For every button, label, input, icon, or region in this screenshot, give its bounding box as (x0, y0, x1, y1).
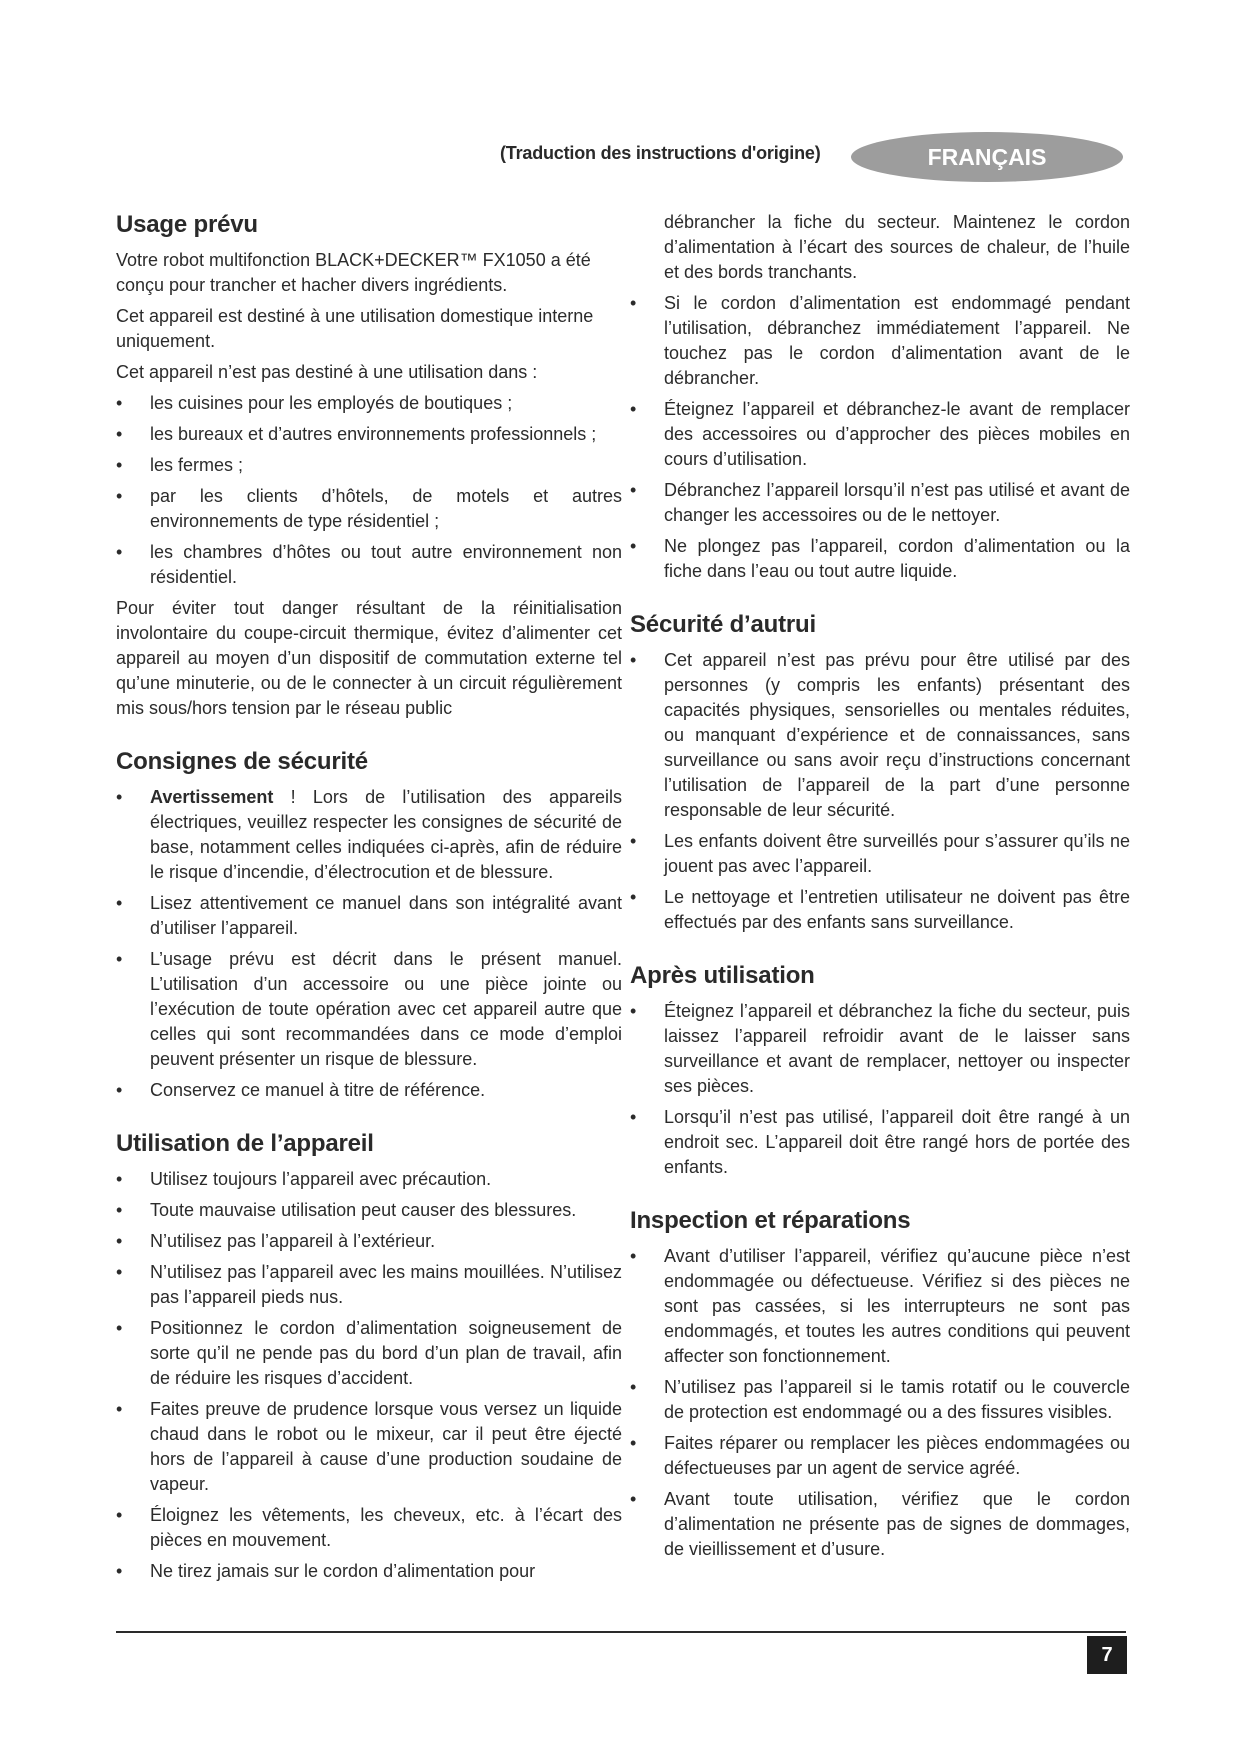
list-item: • Avant d’utiliser l’appareil, vérifiez qu’aucune pièce n’est endommagée ou défectueuse. Vérifiez si des pièces ne sont pas cassées, si les interrupteurs ne sont pas endommagés, et toutes les autres conditions qui peuvent affecter son fonctionnement. (630, 1246, 1130, 1366)
list-item: • les cuisines pour les employés de boutiques ; (116, 393, 513, 413)
after-list (630, 999, 1130, 1180)
use-title: Utilisation de l’appareil (116, 1130, 374, 1157)
list-item: • L’usage prévu est décrit dans le présent manuel. L’utilisation d’un accessoire ou une pièce jointe ou l’exécution de toute opération avec cet appareil autre que celles qui sont recommandées dans ce mode d’emploi peuvent présenter un risque de blessure. (116, 949, 622, 1069)
usage-title: Usage prévu (116, 211, 258, 238)
list-item: • Utilisez toujours l’appareil avec précaution. (116, 1169, 492, 1189)
inspection-list (630, 1244, 1130, 1562)
section-safety (116, 747, 622, 1103)
list-item: • N’utilisez pas l’appareil à l’extérieur. (116, 1231, 436, 1251)
page-number: 7 (1087, 1636, 1127, 1674)
continued-paragraph: débrancher la fiche du secteur. Maintenez le cordon d’alimentation à l’écart des sources de chaleur, de l’huile et des bords tranchants. (664, 212, 1130, 282)
list-item: • par les clients d’hôtels, de motels et autres environnements de type résidentiel ; (116, 486, 622, 531)
section-inspection (630, 1206, 1130, 1562)
list-item: • Éteignez l’appareil et débranchez la fiche du secteur, puis laissez l’appareil refroidir avant de le laisser sans surveillance et avant de remplacer, nettoyer ou inspecter ses pièces. (630, 1001, 1130, 1096)
section-use (116, 1129, 622, 1584)
list-item: • Lisez attentivement ce manuel dans son intégralité avant d’utiliser l’appareil. (116, 893, 622, 938)
safety-list (116, 785, 622, 1103)
left-column (116, 210, 622, 1610)
list-item: • N’utilisez pas l’appareil avec les mains mouillées. N’utilisez pas l’appareil pieds nus. (116, 1262, 622, 1307)
list-item: • Ne tirez jamais sur le cordon d’alimentation pour (116, 1561, 536, 1581)
list-item: • Les enfants doivent être surveillés pour s’assurer qu’ils ne jouent pas avec l’appareil. (630, 831, 1130, 876)
list-item: • Conservez ce manuel à titre de référence. (116, 1080, 486, 1100)
section-others (630, 610, 1130, 935)
list-item: • Éloignez les vêtements, les cheveux, etc. à l’écart des pièces en mouvement. (116, 1505, 622, 1550)
list-item: • Ne plongez pas l’appareil, cordon d’alimentation ou la fiche dans l’eau ou tout autre liquide. (630, 536, 1130, 581)
others-title: Sécurité d’autrui (630, 611, 816, 638)
use-list (116, 1167, 622, 1584)
warning-label: Avertissement (150, 787, 274, 807)
list-item: • Si le cordon d’alimentation est endommagé pendant l’utilisation, débranchez immédiatement l’appareil. Ne touchez pas le cordon d’alimentation avant de le débrancher. (630, 293, 1130, 388)
section-after (630, 961, 1130, 1180)
list-item: • Toute mauvaise utilisation peut causer des blessures. (116, 1200, 577, 1220)
usage-paragraph-4: Pour éviter tout danger résultant de la réinitialisation involontaire du coupe-circuit thermique, évitez d’alimenter cet appareil au moyen d’un dispositif de commutation externe tel qu’une minuterie, ou de le connecter à un circuit régulièrement mis sous/hors tension par le réseau public (116, 598, 622, 718)
section-usage (116, 210, 622, 721)
list-item: • Faites réparer ou remplacer les pièces endommagées ou défectueuses par un agent de service agréé. (630, 1433, 1130, 1478)
others-list (630, 648, 1130, 935)
list-item: • Lorsqu’il n’est pas utilisé, l’appareil doit être rangé à un endroit sec. L’appareil doit être rangé hors de portée des enfants. (630, 1107, 1130, 1177)
list-item: • Le nettoyage et l’entretien utilisateur ne doivent pas être effectués par des enfants sans surveillance. (630, 887, 1130, 932)
list-item: • Faites preuve de prudence lorsque vous versez un liquide chaud dans le robot ou le mixeur, car il peut être éjecté hors de l’appareil à cause d’une production soudaine de vapeur. (116, 1399, 622, 1494)
right-column (630, 210, 1130, 1588)
list-item: • Avertissement ! Lors de l’utilisation des appareils électriques, veuillez respecter les consignes de sécurité de base, notamment celles indiquées ci-après, afin de réduire le risque d’incendie, d’électrocution et de blessure. (116, 787, 622, 882)
usage-paragraph-3: Cet appareil n’est pas destiné à une utilisation dans : (116, 362, 538, 382)
list-item: • Positionnez le cordon d’alimentation soigneusement de sorte qu’il ne pende pas du bord d’un plan de travail, afin de réduire les risques d’accident. (116, 1318, 622, 1388)
usage-paragraph-1: Votre robot multifonction BLACK+DECKER™ FX1050 a été conçu pour trancher et hacher divers ingrédients. (116, 250, 591, 295)
list-item: • les chambres d’hôtes ou tout autre environnement non résidentiel. (116, 542, 622, 587)
list-item: • Cet appareil n’est pas prévu pour être utilisé par des personnes (y compris les enfants) présentant des capacités physiques, sensorielles ou mentales réduites, ou manquant d’expérience et de connaissances, sans surveillance ou sans avoir reçu d’instructions concernant l’utilisation de l’appareil de la part d’une personne responsable de leur sécurité. (630, 650, 1130, 820)
after-title: Après utilisation (630, 962, 815, 989)
safety-title: Consignes de sécurité (116, 748, 368, 775)
footer-divider (116, 1631, 1126, 1633)
language-badge: FRANÇAIS (851, 132, 1123, 182)
usage-list (116, 391, 622, 590)
list-item: • Débranchez l’appareil lorsqu’il n’est pas utilisé et avant de changer les accessoires ou de le nettoyer. (630, 480, 1130, 525)
list-item: • N’utilisez pas l’appareil si le tamis rotatif ou le couvercle de protection est endommagé ou a des fissures visibles. (630, 1377, 1130, 1422)
usage-paragraph-2: Cet appareil est destiné à une utilisation domestique interne uniquement. (116, 306, 594, 351)
list-item: • Avant toute utilisation, vérifiez que le cordon d’alimentation ne présente pas de signes de dommages, de vieillissement et d’usure. (630, 1489, 1130, 1559)
inspection-title: Inspection et réparations (630, 1207, 911, 1234)
list-item: • les bureaux et d’autres environnements professionnels ; (116, 424, 597, 444)
use-list-continued (630, 291, 1130, 584)
list-item: • les fermes ; (116, 455, 244, 475)
section-use-continued (630, 210, 1130, 584)
translation-note: (Traduction des instructions d'origine) (500, 143, 821, 163)
list-item: • Éteignez l’appareil et débranchez-le avant de remplacer des accessoires ou d’approcher des pièces mobiles en cours d’utilisation. (630, 399, 1130, 469)
